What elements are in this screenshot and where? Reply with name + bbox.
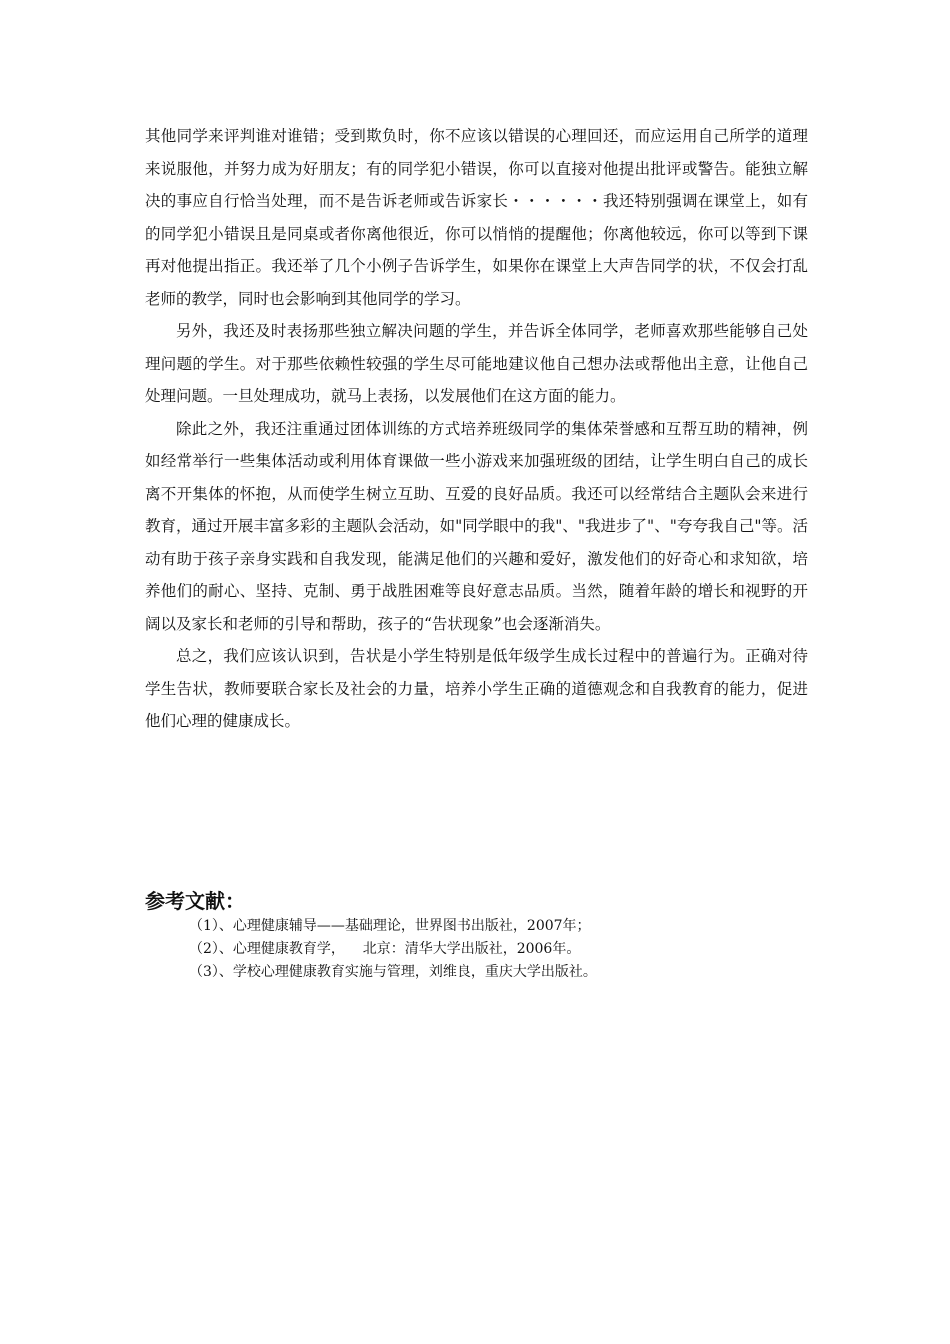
- reference-item-3: （3）、学校心理健康教育实施与管理，刘维良，重庆大学出版社。: [189, 964, 597, 980]
- paragraph-1: 其他同学来评判谁对谁错；受到欺负时，你不应该以错误的心理回还，而应运用自己所学的道理来说服他，并努力成为好朋友；有的同学犯小错误，你可以直接对他提出批评或警告。能独立解决的事应自行恰当处理，而不是告诉老师或告诉家长・・・・・・我还特别强调在课堂上，如有的同学犯小错误且是同桌或者你离他很近，你可以悄悄的提醒他；你离他较远，你可以等到下课再对他提出指正。我还举了几个小例子告诉学生，如果你在课堂上大声告同学的状，不仅会打乱老师的教学，同时也会影响到其他同学的学习。: [145, 127, 808, 308]
- reference-item-1: （1）、心理健康辅导——基础理论，世界图书出版社，2007年；: [189, 918, 591, 934]
- body-text: [145, 120, 808, 738]
- references-title: 参考文献：: [145, 889, 245, 913]
- paragraph-4: 总之，我们应该认识到，告状是小学生特别是低年级学生成长过程中的普遍行为。正确对待学生告状，教师要联合家长及社会的力量，培养小学生正确的道德观念和自我教育的能力，促进他们心理的健康成长。: [145, 647, 808, 730]
- paragraph-2: 另外，我还及时表扬那些独立解决问题的学生，并告诉全体同学，老师喜欢那些能够自己处理问题的学生。对于那些依赖性较强的学生尽可能地建议他自己想办法或帮他出主意，让他自己处理问题。一旦处理成功，就马上表扬，以发展他们在这方面的能力。: [145, 322, 808, 405]
- reference-item-2: （2）、心理健康教育学， 北京：清华大学出版社，2006年。: [189, 941, 581, 957]
- paragraph-3: 除此之外，我还注重通过团体训练的方式培养班级同学的集体荣誉感和互帮互助的精神，例如经常举行一些集体活动或利用体育课做一些小游戏来加强班级的团结，让学生明白自己的成长离不开集体的怀抱，从而使学生树立互助、互爱的良好品质。我还可以经常结合主题队会来进行教育，通过开展丰富多彩的主题队会活动，如"同学眼中的我"、"我进步了"、"夸夸我自己"等。活动有助于孩子亲身实践和自我发现，能满足他们的兴趣和爱好，激发他们的好奇心和求知欲，培养他们的耐心、坚持、克制、勇于战胜困难等良好意志品质。当然，随着年龄的增长和视野的开阔以及家长和老师的引导和帮助，孩子的“告状现象”也会逐渐消失。: [145, 419, 808, 633]
- references-list: [145, 915, 808, 984]
- references-section: [145, 887, 808, 984]
